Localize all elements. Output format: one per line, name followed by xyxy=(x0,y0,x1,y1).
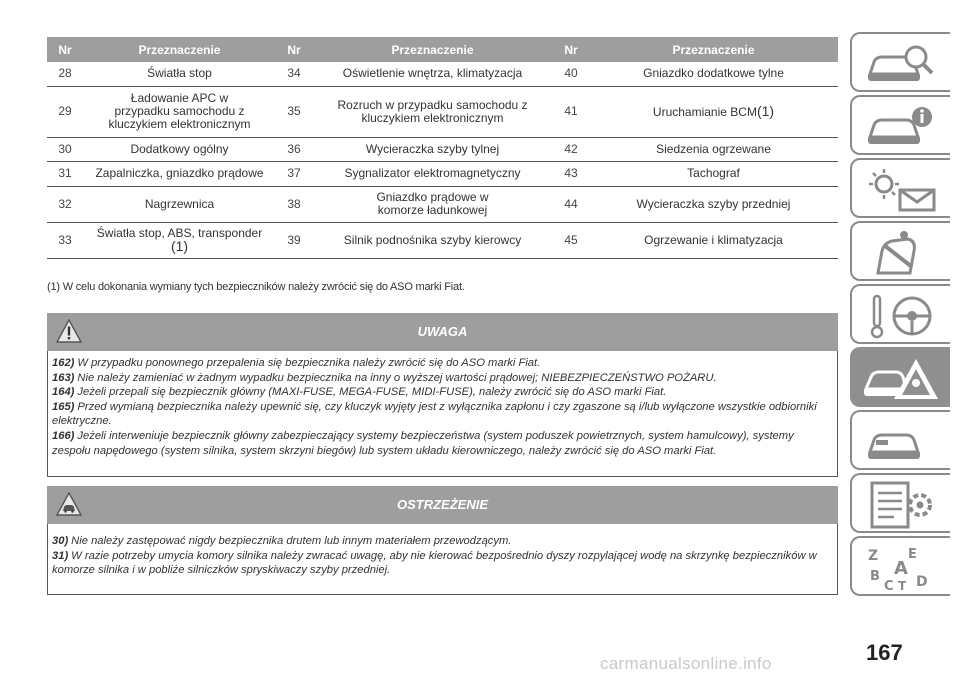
uwaga-header xyxy=(47,313,838,351)
svg-text:E: E xyxy=(908,547,917,562)
fuse-table xyxy=(47,37,838,259)
item-number: 163) xyxy=(52,371,75,384)
uwaga-body xyxy=(47,351,838,477)
uwaga-item xyxy=(52,356,833,371)
fuse-purpose-cell xyxy=(83,222,276,258)
emergency-triangle-icon xyxy=(864,355,940,403)
fuse-purpose: Światła stop xyxy=(83,62,276,86)
fuse-number: 29 xyxy=(47,86,83,137)
tab-emergency[interactable] xyxy=(850,347,950,407)
svg-text:B: B xyxy=(870,569,880,584)
uwaga-item xyxy=(52,385,833,400)
fuse-number: 45 xyxy=(553,222,589,258)
fuse-purpose: Rozruch w przypadku samochodu z kluczykiem elektronicznym xyxy=(312,86,553,137)
svg-text:D: D xyxy=(916,574,928,590)
fuse-purpose: Uruchamianie BCM xyxy=(652,104,757,119)
fuse-number: 32 xyxy=(47,186,83,222)
tab-car-info[interactable] xyxy=(850,95,950,155)
fuse-purpose: Tachograf xyxy=(589,161,838,186)
uwaga-item xyxy=(52,400,833,429)
svg-text:Z: Z xyxy=(868,548,879,564)
fuse-purpose: Gniazdko dodatkowe tylne xyxy=(589,62,838,86)
fuse-number: 34 xyxy=(276,62,312,86)
fuse-purpose: Wycieraczka szyby tylnej xyxy=(312,137,553,161)
item-text: W razie potrzeby umycia komory silnika należy zwracać uwagę, aby nie kierować bezpośrednio dyszy rozpylającej wodę na skrzynkę bezpieczników w komorze silnika i w pobliże silniczków spryskiwaczy szyby przedniej. xyxy=(52,549,817,577)
ostrzezenie-title: OSTRZEŻENIE xyxy=(396,497,488,512)
fuse-purpose: Siedzenia ogrzewane xyxy=(589,137,838,161)
tab-warning-lights[interactable] xyxy=(850,158,950,218)
car-warning-triangle-icon xyxy=(56,492,82,516)
col-header-nr: Nr xyxy=(47,37,83,62)
warning-triangle-icon xyxy=(56,319,82,343)
col-header-purpose: Przeznaczenie xyxy=(83,37,276,62)
table-header-row xyxy=(47,37,838,62)
item-number: 30) xyxy=(52,535,69,547)
fuse-number: 37 xyxy=(276,161,312,186)
fuse-number: 28 xyxy=(47,62,83,86)
fuse-purpose: Wycieraczka szyby przedniej xyxy=(589,186,838,222)
item-text: Nie należy zamieniać w żadnym wypadku bezpiecznika na inny o wyższej wartości prądowej; NIEBEZPIECZEŃSTWO POŻARU. xyxy=(77,371,717,384)
item-text: Jeżeli przepali się bezpiecznik główny (MAXI-FUSE, MEGA-FUSE, MIDI-FUSE), należy zwrócić się do ASO marki Fiat. xyxy=(77,386,667,399)
item-number: 31) xyxy=(52,549,69,562)
item-text: W przypadku ponownego przepalenia się bezpiecznika należy zwrócić się do ASO marki Fiat. xyxy=(77,357,541,369)
specs-list-icon xyxy=(864,481,940,529)
tab-index[interactable] xyxy=(850,536,950,596)
tab-maintenance[interactable] xyxy=(850,410,950,470)
uwaga-title: UWAGA xyxy=(417,324,468,339)
table-row xyxy=(47,137,838,161)
col-header-purpose: Przeznaczenie xyxy=(312,37,553,62)
fuse-purpose: Ogrzewanie i klimatyzacja xyxy=(589,222,838,258)
fuse-purpose: Dodatkowy ogólny xyxy=(83,137,276,161)
car-search-icon xyxy=(864,40,940,88)
warning-lights-icon xyxy=(864,166,940,214)
car-maintenance-icon xyxy=(864,418,940,466)
uwaga-item xyxy=(52,429,833,458)
tab-driving[interactable] xyxy=(850,284,950,344)
tab-specifications[interactable] xyxy=(850,473,950,533)
fuse-number: 31 xyxy=(47,161,83,186)
item-number: 166) xyxy=(52,429,75,442)
item-text: Nie należy zastępować nigdy bezpiecznika drutem lub innym materiałem przewodzącym. xyxy=(71,535,512,547)
item-number: 165) xyxy=(52,400,75,413)
col-header-purpose: Przeznaczenie xyxy=(589,37,838,62)
table-row xyxy=(47,86,838,137)
uwaga-item xyxy=(52,371,833,386)
svg-text:C: C xyxy=(884,579,894,592)
fuse-number: 36 xyxy=(276,137,312,161)
table-row xyxy=(47,161,838,186)
ostrzezenie-header xyxy=(47,486,838,524)
fuse-number: 41 xyxy=(553,86,589,137)
footnote-ref: (1) xyxy=(170,237,189,254)
ostrzezenie-item xyxy=(52,549,833,578)
item-text: Jeżeli interweniuje bezpiecznik główny zabezpieczający systemy bezpieczeństwa (system poduszek powietrznych, system hamulcowy), systemy zespołu napędowego (system silnika, system skrzyni biegów) lub system układu kierowniczego, należy zwrócić się do ASO marki Fiat. xyxy=(52,429,794,457)
ostrzezenie-body xyxy=(47,524,838,595)
fuse-purpose: Silnik podnośnika szyby kierowcy xyxy=(312,222,553,258)
item-number: 164) xyxy=(52,386,75,399)
item-text: Przed wymianą bezpiecznika należy upewnić się, czy kluczyk wyjęty jest z wyłącznika zapłonu i czy zgaszone są i/lub wyłączone wszystkie odbiorniki elektryczne. xyxy=(52,400,817,428)
item-number: 162) xyxy=(52,357,75,369)
watermark: carmanualsonline.info xyxy=(600,654,772,673)
fuse-purpose: Ładowanie APC w przypadku samochodu z kluczykiem elektronicznym xyxy=(83,86,276,137)
fuse-number: 42 xyxy=(553,137,589,161)
tab-safety[interactable] xyxy=(850,221,950,281)
fuse-number: 38 xyxy=(276,186,312,222)
page-number: 167 xyxy=(866,640,903,665)
table-row xyxy=(47,222,838,258)
footnote-ref: (1) xyxy=(756,102,775,119)
ostrzezenie-item xyxy=(52,534,833,549)
fuse-number: 33 xyxy=(47,222,83,258)
fuse-number: 30 xyxy=(47,137,83,161)
col-header-nr: Nr xyxy=(276,37,312,62)
fuse-purpose: Gniazdko prądowe w komorze ładunkowej xyxy=(312,186,553,222)
fuse-number: 40 xyxy=(553,62,589,86)
fuse-number: 35 xyxy=(276,86,312,137)
fuse-purpose: Nagrzewnica xyxy=(83,186,276,222)
table-row xyxy=(47,186,838,222)
fuse-purpose: Zapalniczka, gniazdko prądowe xyxy=(83,161,276,186)
tab-car-overview[interactable] xyxy=(850,32,950,92)
fuse-purpose: Sygnalizator elektromagnetyczny xyxy=(312,161,553,186)
table-row xyxy=(47,62,838,86)
fuse-number: 44 xyxy=(553,186,589,222)
fuse-purpose-cell xyxy=(589,86,838,137)
car-info-icon xyxy=(864,103,940,151)
svg-text:A: A xyxy=(894,558,908,579)
fuse-purpose: Oświetlenie wnętrza, klimatyzacja xyxy=(312,62,553,86)
seatbelt-safety-icon xyxy=(864,229,940,277)
col-header-nr: Nr xyxy=(553,37,589,62)
fuse-purpose: Światła stop, ABS, transponder xyxy=(96,225,263,240)
fuse-number: 39 xyxy=(276,222,312,258)
alphabetical-index-icon xyxy=(864,544,940,592)
fuse-number: 43 xyxy=(553,161,589,186)
steering-wheel-icon xyxy=(864,292,940,340)
svg-text:T: T xyxy=(898,579,907,592)
table-footnote: (1) W celu dokonania wymiany tych bezpieczników należy zwrócić się do ASO marki Fiat. xyxy=(47,281,465,293)
